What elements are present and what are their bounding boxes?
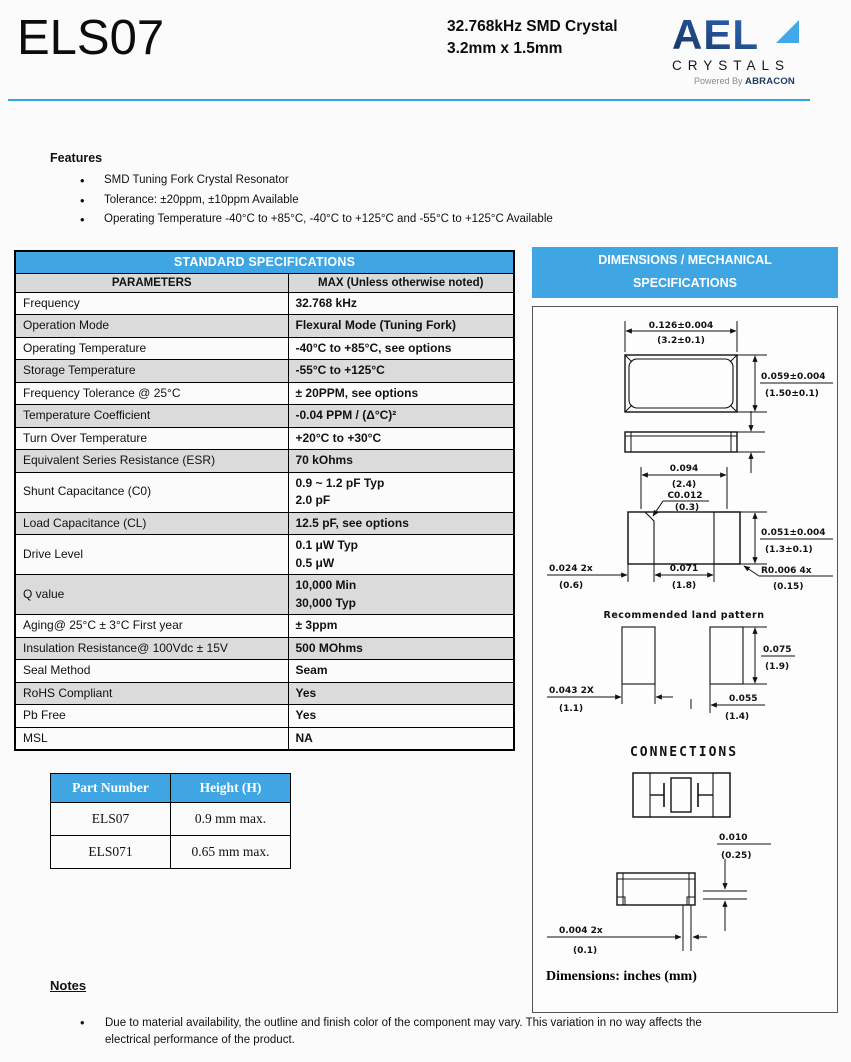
features-section: [50, 151, 750, 230]
dimensions-title-line2: SPECIFICATIONS: [633, 276, 737, 290]
spec-value-line: 500 MOhms: [295, 640, 363, 655]
land-pattern-label: Recommended land pattern: [603, 610, 765, 621]
spec-value: [288, 382, 514, 405]
spec-value-line: 10,000 Min: [295, 578, 357, 592]
spec-value: [288, 360, 514, 383]
spec-value: [288, 512, 514, 535]
features-list: [50, 171, 750, 230]
spec-parameter: Frequency Tolerance @ 25°C: [15, 382, 288, 405]
feature-item-text: • SMD Tuning Fork Crystal Resonator: [104, 174, 289, 186]
height-cell: 0.9 mm max.: [171, 803, 291, 836]
note-item: [80, 1015, 770, 1048]
powered-brand: ABRACON: [745, 76, 795, 87]
dim-land-padwidth-in: 0.043 2X: [549, 686, 594, 696]
spec-value: [288, 292, 514, 315]
spec-table-row: [15, 615, 514, 638]
spec-value-line: Seam: [295, 663, 328, 677]
spec-table-row: [15, 405, 514, 428]
spec-col-parameters: PARAMETERS: [15, 273, 288, 292]
spec-table-row: [15, 382, 514, 405]
spec-value-line: 30,000 Typ: [295, 595, 356, 610]
spec-parameter: Equivalent Series Resistance (ESR): [15, 450, 288, 473]
part-table-header: Part Number: [51, 774, 171, 803]
subtitle-line1: 32.768kHz SMD Crystal: [447, 18, 618, 35]
spec-table-row: [15, 472, 514, 512]
spec-parameter: Seal Method: [15, 660, 288, 683]
spec-parameter: Storage Temperature: [15, 360, 288, 383]
feature-item-text: • Tolerance: ±20ppm, ±10ppm Available: [104, 193, 299, 206]
dim-bottom-chamfer-mm: (0.3): [674, 503, 700, 513]
features-heading: Features: [50, 151, 103, 165]
spec-table-row: [15, 315, 514, 338]
spec-value-line: 32.768 kHz: [295, 295, 357, 310]
spec-parameter: Drive Level: [15, 535, 288, 575]
note-item-text: • Due to material availability, the outline and finish color of the component may vary. This variation in no way affects the electrical performance of the product.: [105, 1017, 702, 1046]
dim-bottom-padspan-mm: (2.4): [671, 480, 697, 490]
spec-value: [288, 705, 514, 728]
dim-bottom-height-mm: (1.3±0.1): [765, 545, 813, 555]
spec-col-max: MAX (Unless otherwise noted): [288, 273, 514, 292]
spec-table-row: [15, 535, 514, 575]
spec-value-line: -40°C to +85°C, see options: [295, 340, 452, 355]
header-divider: [8, 99, 810, 101]
dim-bottom-height-in: 0.051±0.004: [761, 528, 826, 538]
part-table-row: [51, 803, 291, 836]
spec-value-line: 0.1 μW Typ: [295, 538, 358, 552]
ael-logo-graphic: [664, 12, 824, 76]
spec-table-row: [15, 292, 514, 315]
dim-land-gap-mm: (1.4): [725, 712, 750, 722]
spec-table-row: [15, 637, 514, 660]
spec-value-line: 12.5 pF, see options: [295, 515, 409, 530]
logo-text-crystals: CRYSTALS: [672, 58, 791, 73]
part-number-cell: ELS07: [51, 803, 171, 836]
spec-parameter: Q value: [15, 575, 288, 615]
spec-table-row: [15, 427, 514, 450]
dim-topview-width-mm: (3.2±0.1): [657, 336, 705, 346]
spec-parameter: Operation Mode: [15, 315, 288, 338]
dim-tab-in: 0.004 2x: [559, 926, 603, 936]
part-table-header: Height (H): [171, 774, 291, 803]
spec-value-line: 70 kOhms: [295, 453, 353, 467]
powered-prefix: Powered By: [694, 76, 746, 86]
dim-bottom-padwidth-mm: (0.6): [559, 581, 584, 591]
dim-bottom-radius-in: R0.006 4x: [761, 566, 812, 576]
spec-value: [288, 450, 514, 473]
spec-parameter: Operating Temperature: [15, 337, 288, 360]
part-number-cell: ELS071: [51, 836, 171, 869]
notes-section: [50, 978, 86, 993]
spec-value: [288, 427, 514, 450]
spec-table-row: [15, 360, 514, 383]
dim-bottom-padwidth-in: 0.024 2x: [549, 564, 593, 574]
spec-value-line: Yes: [295, 708, 317, 722]
dim-lid-mm: (0.25): [721, 851, 752, 861]
spec-table-title: STANDARD SPECIFICATIONS: [15, 251, 514, 273]
dim-bottom-chamfer-in: C0.012: [667, 491, 703, 501]
spec-value: [288, 315, 514, 338]
page-title: ELS07: [17, 11, 165, 65]
standard-specifications-table: [14, 250, 515, 751]
spec-table-row: [15, 512, 514, 535]
spec-parameter: Aging@ 25°C ± 3°C First year: [15, 615, 288, 638]
spec-parameter: MSL: [15, 727, 288, 750]
spec-parameter: Insulation Resistance@ 100Vdc ± 15V: [15, 637, 288, 660]
ael-crystals-logo: [664, 12, 824, 81]
part-number-table: [50, 773, 291, 869]
notes-heading: Notes: [50, 978, 87, 993]
spec-value: [288, 615, 514, 638]
dim-bottom-padgap-mm: (1.8): [671, 581, 697, 591]
feature-item: [50, 171, 750, 191]
dim-lid-in: 0.010: [719, 833, 748, 843]
dimensions-panel-title: [532, 247, 838, 298]
spec-parameter: RoHS Compliant: [15, 682, 288, 705]
subtitle-line2: 3.2mm x 1.5mm: [447, 40, 563, 57]
powered-by-abracon: [694, 76, 795, 87]
spec-table-row: [15, 660, 514, 683]
part-table-row: [51, 836, 291, 869]
dim-topview-height-mm: (1.50±0.1): [765, 389, 819, 399]
dim-tab-mm: (0.1): [573, 946, 598, 956]
dim-bottom-padgap-in: 0.071: [669, 564, 699, 574]
spec-value: [288, 637, 514, 660]
spec-value: [288, 337, 514, 360]
spec-value: [288, 535, 514, 575]
side-detail-drawing: [547, 833, 771, 956]
feature-item-text: • Operating Temperature -40°C to +85°C, -40°C to +125°C and -55°C to +125°C Available: [104, 213, 553, 225]
bottom-view-drawing: [547, 464, 833, 592]
logo-text-ael: AEL: [672, 12, 759, 58]
spec-value: [288, 660, 514, 683]
product-subtitle: [447, 16, 618, 60]
dimensions-title-line1: DIMENSIONS / MECHANICAL: [598, 253, 772, 267]
spec-table-row: [15, 575, 514, 615]
dimensions-drawing-area: [532, 306, 838, 1013]
spec-table-row: [15, 337, 514, 360]
logo-triangle-icon: [776, 20, 799, 43]
spec-parameter: Frequency: [15, 292, 288, 315]
spec-value-line: Flexural Mode (Tuning Fork): [295, 318, 456, 332]
part-table-body: [51, 803, 291, 869]
dim-bottom-padspan-in: 0.094: [669, 464, 699, 474]
feature-item: [50, 191, 750, 211]
spec-value-line: 2.0 pF: [295, 493, 331, 507]
height-cell: 0.65 mm max.: [171, 836, 291, 869]
spec-value-line: 0.9 ~ 1.2 pF Typ: [295, 475, 385, 490]
dimensions-units-note: Dimensions: inches (mm): [546, 969, 697, 984]
spec-value-line: NA: [295, 730, 313, 745]
part-table-header-row: [51, 774, 291, 803]
mechanical-drawing: [533, 307, 836, 1007]
spec-value: [288, 575, 514, 615]
spec-table-row: [15, 450, 514, 473]
spec-value: [288, 727, 514, 750]
dim-topview-height-in: 0.059±0.004: [761, 372, 826, 382]
top-view-drawing: [625, 321, 833, 412]
spec-value-line: Yes: [295, 685, 317, 700]
spec-table-body: [15, 292, 514, 750]
dimensions-panel: [532, 247, 838, 1013]
dim-topview-width-in: 0.126±0.004: [648, 321, 714, 331]
dim-land-padheight-in: 0.075: [763, 645, 792, 655]
spec-value-line: -0.04 PPM / (Δ°C)²: [295, 408, 397, 422]
spec-parameter: Turn Over Temperature: [15, 427, 288, 450]
spec-parameter: Pb Free: [15, 705, 288, 728]
connections-label: CONNECTIONS: [629, 745, 739, 760]
spec-parameter: Shunt Capacitance (C0): [15, 472, 288, 512]
spec-value-line: +20°C to +30°C: [295, 430, 382, 445]
spec-value: [288, 405, 514, 428]
spec-value: [288, 682, 514, 705]
spec-parameter: Temperature Coefficient: [15, 405, 288, 428]
spec-value-line: ± 3ppm: [295, 618, 338, 632]
spec-table-row: [15, 705, 514, 728]
spec-table-row: [15, 682, 514, 705]
spec-value-line: 0.5 μW: [295, 555, 335, 570]
dim-land-padheight-mm: (1.9): [765, 662, 790, 672]
land-pattern-drawing: [547, 610, 795, 722]
spec-value: [288, 472, 514, 512]
spec-table-row: [15, 727, 514, 750]
dim-land-gap-in: 0.055: [729, 694, 758, 704]
spec-parameter: Load Capacitance (CL): [15, 512, 288, 535]
spec-value-line: -55°C to +125°C: [295, 363, 385, 377]
dim-land-padwidth-mm: (1.1): [559, 704, 584, 714]
notes-list: [80, 1015, 770, 1048]
dim-bottom-radius-mm: (0.15): [773, 582, 804, 592]
feature-item: [50, 210, 750, 230]
connections-drawing: [630, 745, 738, 817]
spec-value-line: ± 20PPM, see options: [295, 385, 419, 400]
